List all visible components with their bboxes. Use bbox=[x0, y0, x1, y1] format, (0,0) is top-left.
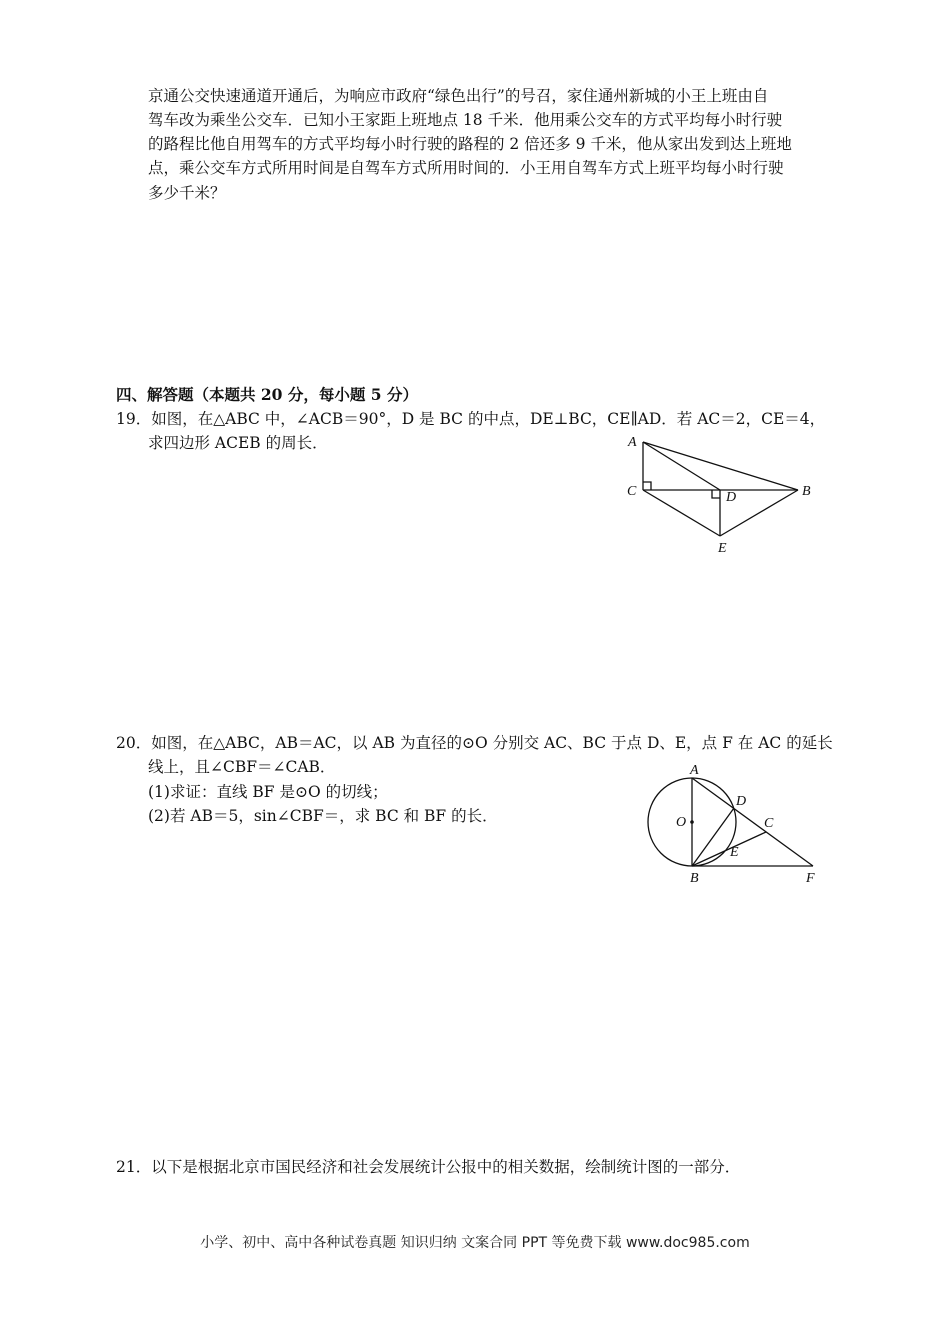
q19-figure bbox=[620, 428, 820, 560]
q19-line-1: 19．如图，在△ABC 中，∠ACB＝90°，D 是 BC 的中点，DE⊥BC，CE∥AD．若 AC＝2，CE＝4， bbox=[116, 410, 826, 428]
label-o: O bbox=[676, 815, 687, 830]
segment-bc bbox=[692, 832, 766, 866]
segment-ad bbox=[643, 442, 720, 490]
q20-line-1: 20．如图，在△ABC，AB＝AC，以 AB 为直径的⊙O 分别交 AC、BC 于点 D、E，点 F 在 AC 的延长 bbox=[116, 734, 833, 752]
q18-line-4: 点，乘公交车方式所用时间是自驾车方式所用时间的．小王用自驾车方式上班平均每小时行驶 bbox=[148, 159, 784, 177]
label-b: B bbox=[802, 484, 811, 499]
segment-ab bbox=[643, 442, 798, 490]
label-d: D bbox=[726, 490, 737, 505]
segment-af bbox=[692, 778, 813, 866]
q18-line-5: 多少千米？ bbox=[148, 184, 226, 202]
q20-figure bbox=[640, 760, 830, 890]
label-e: E bbox=[730, 845, 739, 860]
label-f: F bbox=[806, 871, 815, 886]
q20-line-4: (2)若 AB＝5，sin∠CBF＝，求 BC 和 BF 的长． bbox=[148, 807, 498, 825]
center-dot-o bbox=[690, 820, 694, 824]
label-a: A bbox=[628, 435, 637, 450]
right-angle-mark-c bbox=[643, 482, 651, 490]
q18-line-1: 京通公交快速通道开通后，为响应市政府“绿色出行”的号召，家住通州新城的小王上班由自 bbox=[148, 87, 769, 105]
q19-line-2: 求四边形 ACEB 的周长． bbox=[148, 434, 328, 452]
label-c: C bbox=[764, 816, 774, 831]
label-e: E bbox=[718, 541, 727, 556]
label-b: B bbox=[690, 871, 699, 886]
q20-line-3: (1)求证：直线 BF 是⊙O 的切线； bbox=[148, 783, 388, 801]
label-c: C bbox=[627, 484, 637, 499]
q20-line-2: 线上，且∠CBF＝∠CAB． bbox=[148, 758, 336, 776]
q21-line-1: 21．以下是根据北京市国民经济和社会发展统计公报中的相关数据，绘制统计图的一部分． bbox=[116, 1158, 741, 1176]
section-heading: 四、解答题（本题共 20 分，每小题 5 分） bbox=[116, 385, 418, 404]
label-a: A bbox=[690, 763, 699, 778]
segment-bd bbox=[692, 808, 734, 866]
q18-line-3: 的路程比他自用驾车的方式平均每小时行驶的路程的 2 倍还多 9 千米，他从家出发到达上班地 bbox=[148, 135, 792, 153]
right-angle-mark-d bbox=[712, 490, 720, 498]
segment-ce bbox=[643, 490, 720, 536]
footer-ad[interactable]: 小学、初中、高中各种试卷真题 知识归纳 文案合同 PPT 等免费下载 www.doc985.com bbox=[200, 1235, 750, 1251]
q18-line-2: 驾车改为乘坐公交车．已知小王家距上班地点 18 千米．他用乘公交车的方式平均每小时行驶 bbox=[148, 111, 783, 129]
label-d: D bbox=[736, 794, 747, 809]
